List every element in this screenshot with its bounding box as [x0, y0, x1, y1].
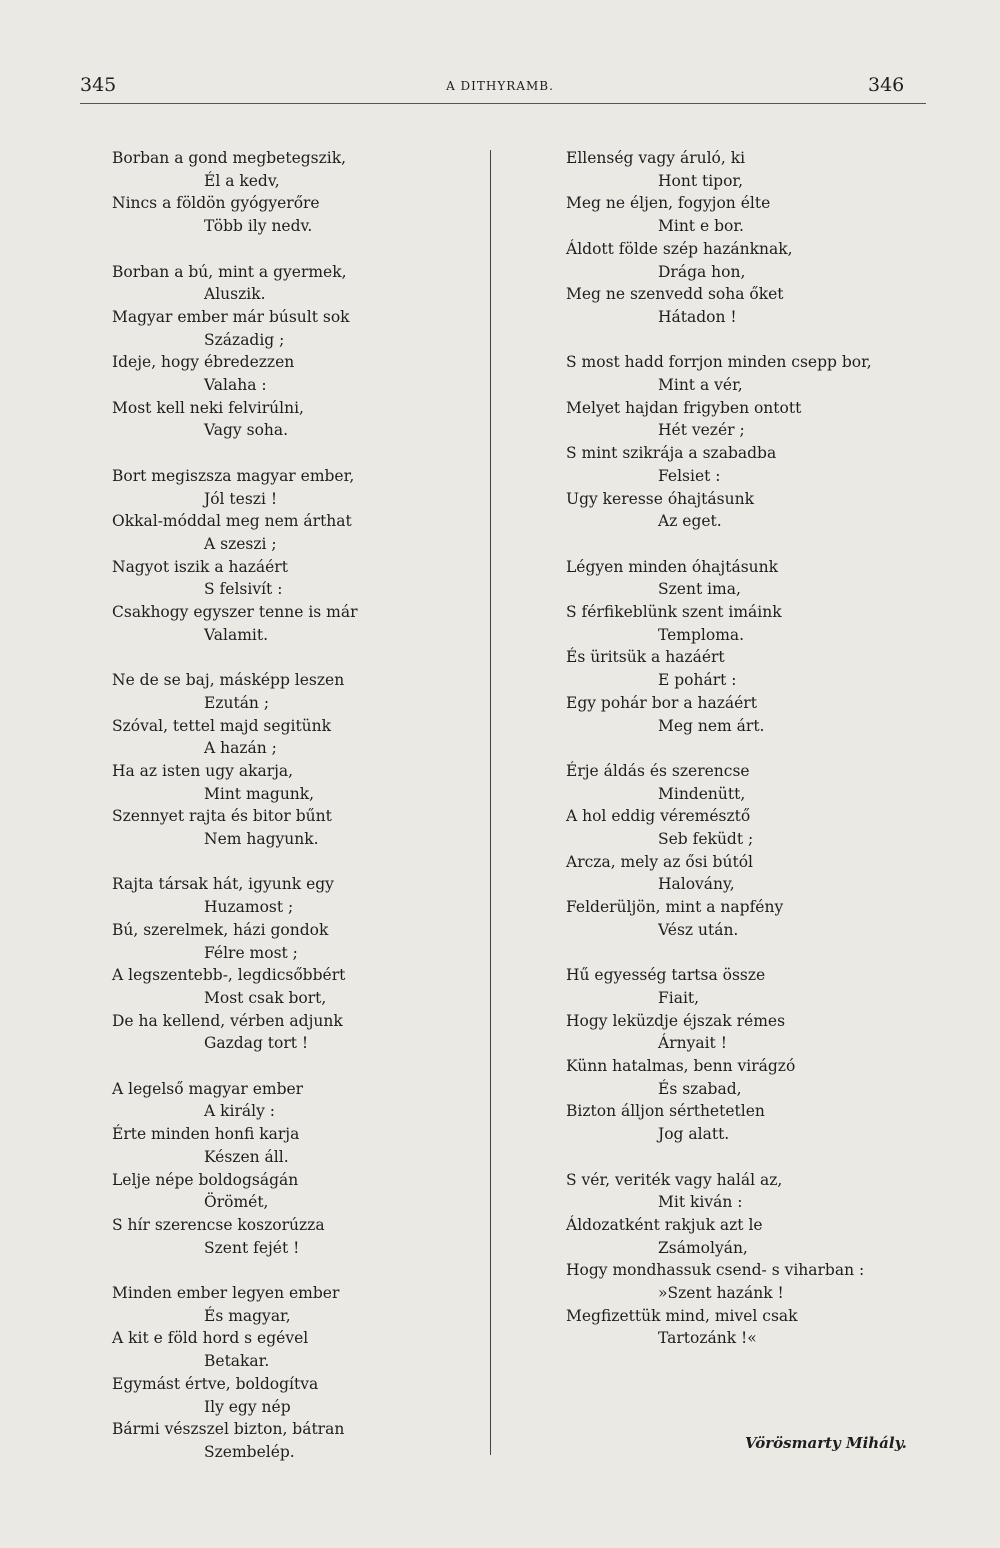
poem-line: Hogy mondhassuk csend- s viharban :	[566, 1261, 865, 1280]
poem-line: Seb feküdt ;	[658, 830, 754, 849]
right-page-number: 346	[868, 74, 905, 96]
poem-line: Magyar ember már búsult sok	[112, 307, 350, 326]
left-page-number: 345	[80, 74, 117, 96]
poem-line: Ily egy nép	[204, 1397, 291, 1416]
poem-line: Él a kedv,	[204, 171, 280, 190]
poem-line: Meg ne éljen, fogyjon élte	[566, 194, 771, 213]
poem-line: Bort megiszsza magyar ember,	[112, 466, 355, 485]
poem-line: Meg ne szenvedd soha őket	[566, 285, 784, 304]
poem-line: Érje áldás és szerencse	[566, 761, 750, 780]
poem-line: Félre most ;	[204, 943, 298, 962]
poem-line: Örömét,	[204, 1193, 269, 1212]
poem-line: Mint a vér,	[658, 376, 743, 395]
poem-line: Meg nem árt.	[658, 716, 765, 735]
poem-line: De ha kellend, vérben adjunk	[112, 1011, 343, 1030]
poem-line: A király :	[204, 1102, 275, 1121]
poem-line: Ideje, hogy ébredezzen	[112, 353, 295, 372]
poem-line: Rajta társak hát, igyunk egy	[112, 875, 334, 894]
poem-line: Mint magunk,	[204, 784, 315, 803]
poem-line: Áldott földe szép hazánknak,	[566, 239, 793, 258]
stanza	[566, 147, 946, 329]
poem-line: Századig ;	[204, 330, 285, 349]
poem-line: »Szent hazánk !	[658, 1284, 784, 1303]
poem-line: Huzamost ;	[204, 898, 294, 917]
poem-line: Valaha :	[204, 376, 267, 395]
poem-line: Az eget.	[658, 512, 722, 531]
poem-line: Hogy leküzdje éjszak rémes	[566, 1011, 786, 1030]
poem-line: Arcza, mely az ősi bútól	[566, 852, 753, 871]
poem-line: Zsámolyán,	[658, 1238, 748, 1257]
poem-line: És szabad,	[658, 1079, 742, 1098]
poem-line: Vész után.	[658, 920, 739, 939]
stanza	[566, 1169, 946, 1351]
poem-line: Vagy soha.	[204, 421, 289, 440]
poem-line: Szent fejét !	[204, 1238, 300, 1257]
poem-line: Betakar.	[204, 1352, 270, 1371]
column-divider	[490, 150, 491, 1455]
author-signature: Vörösmarty Mihály.	[745, 1434, 907, 1452]
poem-line: A szeszi ;	[204, 534, 277, 553]
stanza	[566, 556, 946, 738]
stanza	[112, 669, 482, 851]
poem-line: Felderüljön, mint a napfény	[566, 898, 784, 917]
poem-line: A kit e föld hord s egével	[112, 1329, 309, 1348]
poem-line: Megfizettük mind, mivel csak	[566, 1306, 798, 1325]
poem-line: Szembelép.	[204, 1442, 295, 1461]
poem-line: S férfikeblünk szent imáink	[566, 603, 782, 622]
poem-line: Okkal-móddal meg nem árthat	[112, 512, 352, 531]
poem-line: Most csak bort,	[204, 988, 327, 1007]
poem-line: Jog alatt.	[658, 1125, 730, 1144]
stanza	[112, 465, 482, 647]
poem-line: Mit kiván :	[658, 1193, 743, 1212]
header-rule	[80, 103, 926, 104]
poem-line: Lelje népe boldogságán	[112, 1170, 299, 1189]
poem-line: Bú, szerelmek, házi gondok	[112, 920, 329, 939]
stanza	[566, 351, 946, 533]
poem-line: Jól teszi !	[204, 489, 278, 508]
poem-line: A hol eddig véremésztő	[566, 807, 751, 826]
poem-line: Bizton álljon sérthetetlen	[566, 1102, 765, 1121]
poem-line: Légyen minden óhajtásunk	[566, 557, 779, 576]
poem-line: Több ily nedv.	[204, 217, 313, 236]
poem-line: S most hadd forrjon minden csepp bor,	[566, 353, 872, 372]
stanza	[112, 261, 482, 443]
poem-line: Temploma.	[658, 625, 745, 644]
poem-line: Ellenség vagy áruló, ki	[566, 149, 746, 167]
poem-line: Minden ember legyen ember	[112, 1284, 340, 1303]
left-poem-column	[112, 147, 482, 1486]
poem-line: Hű egyesség tartsa össze	[566, 966, 766, 985]
poem-line: Bármi vészszel bizton, bátran	[112, 1420, 345, 1439]
poem-line: Szennyet rajta és bitor bűnt	[112, 807, 332, 826]
poem-line: Melyet hajdan frigyben ontott	[566, 398, 802, 417]
poem-line: És üritsük a hazáért	[566, 648, 725, 667]
poem-line: És magyar,	[204, 1306, 291, 1325]
poem-line: Most kell neki felvirúlni,	[112, 398, 304, 417]
running-head: A DITHYRAMB.	[446, 79, 554, 93]
poem-line: A legszentebb-, legdicsőbbért	[112, 966, 346, 985]
poem-line: Szóval, tettel majd segitünk	[112, 716, 332, 735]
poem-line: Ha az isten ugy akarja,	[112, 761, 294, 780]
poem-line: Hét vezér ;	[658, 421, 745, 440]
poem-line: Nagyot iszik a hazáért	[112, 557, 288, 576]
stanza	[112, 1078, 482, 1260]
poem-line: S felsivít :	[204, 580, 283, 599]
stanza	[566, 964, 946, 1146]
poem-line: Mindenütt,	[658, 784, 746, 803]
poem-line: S mint szikrája a szabadba	[566, 444, 777, 463]
poem-line: Ugy keresse óhajtásunk	[566, 489, 754, 508]
poem-line: Ezután ;	[204, 693, 270, 712]
poem-line: Csakhogy egyszer tenne is már	[112, 603, 358, 622]
poem-line: Árnyait !	[658, 1034, 727, 1053]
poem-line: Tartozánk !«	[658, 1329, 757, 1348]
stanza	[112, 873, 482, 1055]
poem-line: Szent ima,	[658, 580, 741, 599]
stanza	[112, 1282, 482, 1464]
poem-line: Érte minden honfi karja	[112, 1125, 300, 1144]
stanza	[566, 760, 946, 942]
stanza	[112, 147, 482, 238]
poem-line: Valamit.	[204, 625, 269, 644]
poem-line: E pohárt :	[658, 671, 737, 690]
poem-line: Borban a gond megbetegszik,	[112, 149, 347, 167]
poem-line: Egymást értve, boldogítva	[112, 1374, 319, 1393]
right-poem-column	[566, 147, 946, 1373]
poem-line: Mint e bor.	[658, 217, 744, 236]
poem-line: Hont tipor,	[658, 171, 744, 190]
poem-line: Fiait,	[658, 988, 700, 1007]
poem-line: S hír szerencse koszorúzza	[112, 1215, 325, 1234]
poem-line: A hazán ;	[204, 739, 277, 758]
poem-line: Nem hagyunk.	[204, 830, 319, 849]
poem-line: Készen áll.	[204, 1147, 289, 1166]
poem-line: Felsiet :	[658, 466, 721, 485]
poem-line: Egy pohár bor a hazáért	[566, 693, 757, 712]
poem-line: Borban a bú, mint a gyermek,	[112, 262, 347, 281]
poem-line: Gazdag tort !	[204, 1034, 309, 1053]
poem-line: A legelső magyar ember	[112, 1079, 304, 1098]
poem-line: Nincs a földön gyógyerőre	[112, 194, 320, 213]
poem-line: Áldozatként rakjuk azt le	[566, 1215, 763, 1234]
poem-line: Hátadon !	[658, 307, 737, 326]
poem-line: Drága hon,	[658, 262, 746, 281]
poem-line: Künn hatalmas, benn virágzó	[566, 1057, 796, 1076]
poem-line: S vér, veriték vagy halál az,	[566, 1170, 783, 1189]
poem-line: Halovány,	[658, 875, 735, 894]
poem-line: Ne de se baj, másképp leszen	[112, 671, 345, 690]
poem-line: Aluszik.	[204, 285, 266, 304]
